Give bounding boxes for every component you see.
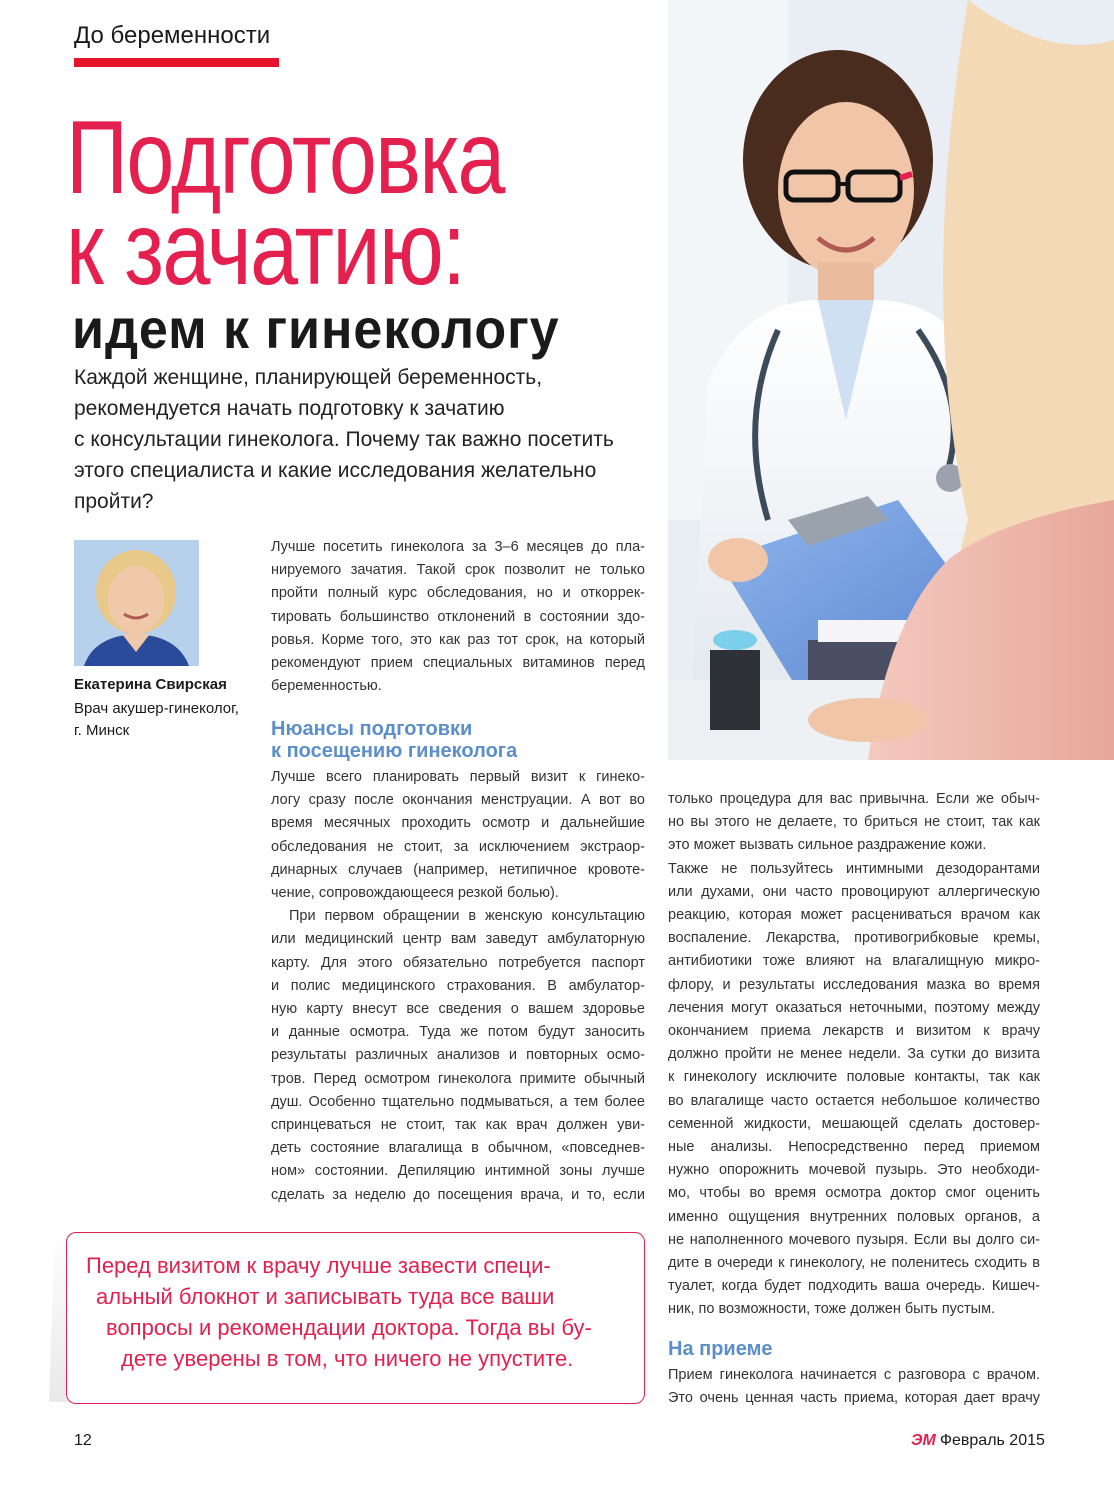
author-photo-illustration [74, 540, 199, 666]
body-line: деть состояние влагалища в обычном, «повседнев- [271, 1140, 645, 1157]
section-label: До беременности [74, 22, 271, 49]
page-number: 12 [74, 1432, 92, 1449]
subheading-appointment: На приеме [668, 1338, 773, 1360]
column-2-body [668, 788, 1040, 1322]
subheading-line: Нюансы подготовки [271, 718, 473, 740]
body-line: это может вызвать сильное раздражение кожи. [668, 837, 987, 854]
body-line: рекомендуют прием специальных витаминов перед [271, 655, 645, 672]
body-line: ровья. Корме того, это как раз тот срок, на который [271, 631, 645, 648]
title-line-2: к зачатию: [66, 191, 465, 307]
appointment-paragraph [668, 1364, 1040, 1410]
body-line: только процедура для вас привычна. Если же обыч- [668, 791, 1040, 807]
body-line: Прием гинеколога начинается с разговора с врачом. [668, 1367, 1040, 1383]
body-line: окончанием приема лекарств и визитом к врачу [668, 1023, 1040, 1040]
body-line: должно пройти не менее недели. За сутки до визита [668, 1046, 1040, 1063]
body-line: к гинекологу исключите половые контакты, так как [668, 1069, 1040, 1086]
lead-line: этого специалиста и какие исследования желательно [74, 459, 597, 482]
body-line: пройти полный курс обследования, но и откоррек- [271, 585, 645, 602]
author-city: г. Минск [74, 722, 130, 739]
lead-line: с консультации гинеколога. Почему так важно посетить [74, 428, 614, 451]
lead-line: пройти? [74, 490, 154, 513]
author-role [74, 698, 239, 742]
body-line: нируемого зачатия. Такой срок позволит не только [271, 562, 645, 579]
body-line: или медицинский центр вам заведут амбулаторную [271, 931, 645, 948]
lead-paragraph [74, 362, 654, 517]
body-line: тров. Перед осмотром гинеколога примите обычный [271, 1070, 645, 1087]
body-line: ную карту внесут все сведения о вашем здоровье [271, 1001, 645, 1018]
title-line-1: Подготовка [66, 100, 504, 216]
magazine-logo: ЭМ [911, 1432, 936, 1449]
body-line: динарных случаев (например, нетипичное кровоте- [271, 861, 645, 878]
body-line: мо, чтобы во время осмотра доктор смог оценить [668, 1185, 1040, 1202]
body-line: именно ощущения внутренних половых органов, а [668, 1208, 1040, 1225]
body-line: время месячных проходить осмотр и дальнейшие [271, 815, 645, 832]
body-line: душ. Особенно тщательно подмываться, а тем более [271, 1093, 645, 1110]
subtitle: идем к гинекологу [72, 297, 560, 360]
lead-line: Каждой женщине, планирующей беременность, [74, 366, 543, 389]
body-line: логу сразу после окончания менструации. А вот во [271, 792, 645, 809]
issue-date: Февраль 2015 [939, 1432, 1045, 1449]
doctor-photo [668, 0, 1114, 760]
body-line: семенной жидкости, мешающей сделать достовер- [668, 1115, 1040, 1132]
column-1-body [271, 766, 645, 1207]
body-line: тировать большинство отклонений в состоянии здо- [271, 608, 645, 625]
section-underline [74, 58, 279, 67]
author-role-line: Врач акушер-гинеколог, [74, 700, 239, 717]
body-line: во влагалище часто остается небольшое количество [668, 1092, 1040, 1109]
body-line: Это очень ценная часть приема, которая дает врачу [668, 1390, 1040, 1407]
body-line: Лучше посетить гинеколога за 3–6 месяцев до пла- [271, 539, 645, 555]
body-line: чение, сопровождающееся резкой болью). [271, 885, 559, 902]
doctor-photo-illustration [668, 0, 1114, 760]
lead-line: рекомендуется начать подготовку к зачатию [74, 397, 505, 420]
body-line: При первом обращении в женскую консультацию [289, 908, 645, 925]
body-line: ник, по возможности, тоже должен быть пустым. [668, 1301, 996, 1318]
body-line: и данные осмотра. Туда же потом будут заносить [271, 1024, 645, 1041]
author-name: Екатерина Свирская [74, 676, 227, 693]
body-line: воспаление. Лекарства, противогрибковые кремы, [668, 930, 1040, 947]
body-line: Лучше всего планировать первый визит к гинеко- [271, 769, 645, 785]
body-line: сделать за неделю до посещения врача, и то, если [271, 1186, 645, 1203]
body-line: беременностью. [271, 678, 382, 695]
body-line: туалет, когда будет подходить ваша очередь. Кишеч- [668, 1278, 1040, 1295]
body-line: дите в очереди к гинекологу, не поленитесь сходить в [668, 1255, 1040, 1272]
body-line: но вы этого не делаете, то бриться не стоит, так как [668, 814, 1040, 831]
body-line: и полис медицинского страхования. В амбулатор- [271, 977, 645, 994]
body-line: ном» состоянии. Депиляцию интимной зоны лучше [271, 1163, 645, 1180]
tip-line: вопросы и рекомендации доктора. Тогда вы бу- [106, 1315, 592, 1340]
body-line: или духами, они часто провоцируют аллергическую [668, 883, 1040, 900]
subheading-preparation [271, 718, 517, 762]
body-line: антибиотики тоже влияют на влагалищную микро- [668, 953, 1040, 970]
body-line: не наполненного мочевого пузыря. Если вы долго си- [668, 1231, 1040, 1248]
subheading-line: к посещению гинеколога [271, 740, 518, 762]
body-line: реакцию, которая может расцениваться врачом как [668, 907, 1040, 924]
author-photo [74, 540, 199, 666]
body-line: флору, и результаты исследования мазка во время [668, 976, 1040, 993]
tip-line: альный блокнот и записывать туда все ваши [96, 1284, 555, 1309]
body-line: обследования не стоит, за исключением экстраор- [271, 838, 645, 855]
body-line: результаты различных анализов и повторных осмо- [271, 1047, 645, 1064]
body-line: нужно опорожнить мочевой пузырь. Это необходи- [668, 1162, 1040, 1179]
body-line: лечения могут оказаться неточными, поэтому между [668, 999, 1040, 1016]
tip-line: Перед визитом к врачу лучше завести специ- [86, 1253, 551, 1278]
body-line: карту. Для этого обязательно потребуется паспорт [271, 954, 645, 971]
body-line: ные анализы. Непосредственно перед приемом [668, 1139, 1040, 1156]
body-line: спринцеваться не стоит, так как врач должен уви- [271, 1117, 645, 1134]
issue-footer [911, 1432, 1045, 1450]
intro-paragraph [271, 536, 645, 698]
body-line: Также не пользуйтесь интимными дезодорантами [668, 860, 1040, 877]
tip-callout-text [66, 1250, 643, 1374]
tip-line: дете уверены в том, что ничего не упустите. [121, 1346, 574, 1371]
